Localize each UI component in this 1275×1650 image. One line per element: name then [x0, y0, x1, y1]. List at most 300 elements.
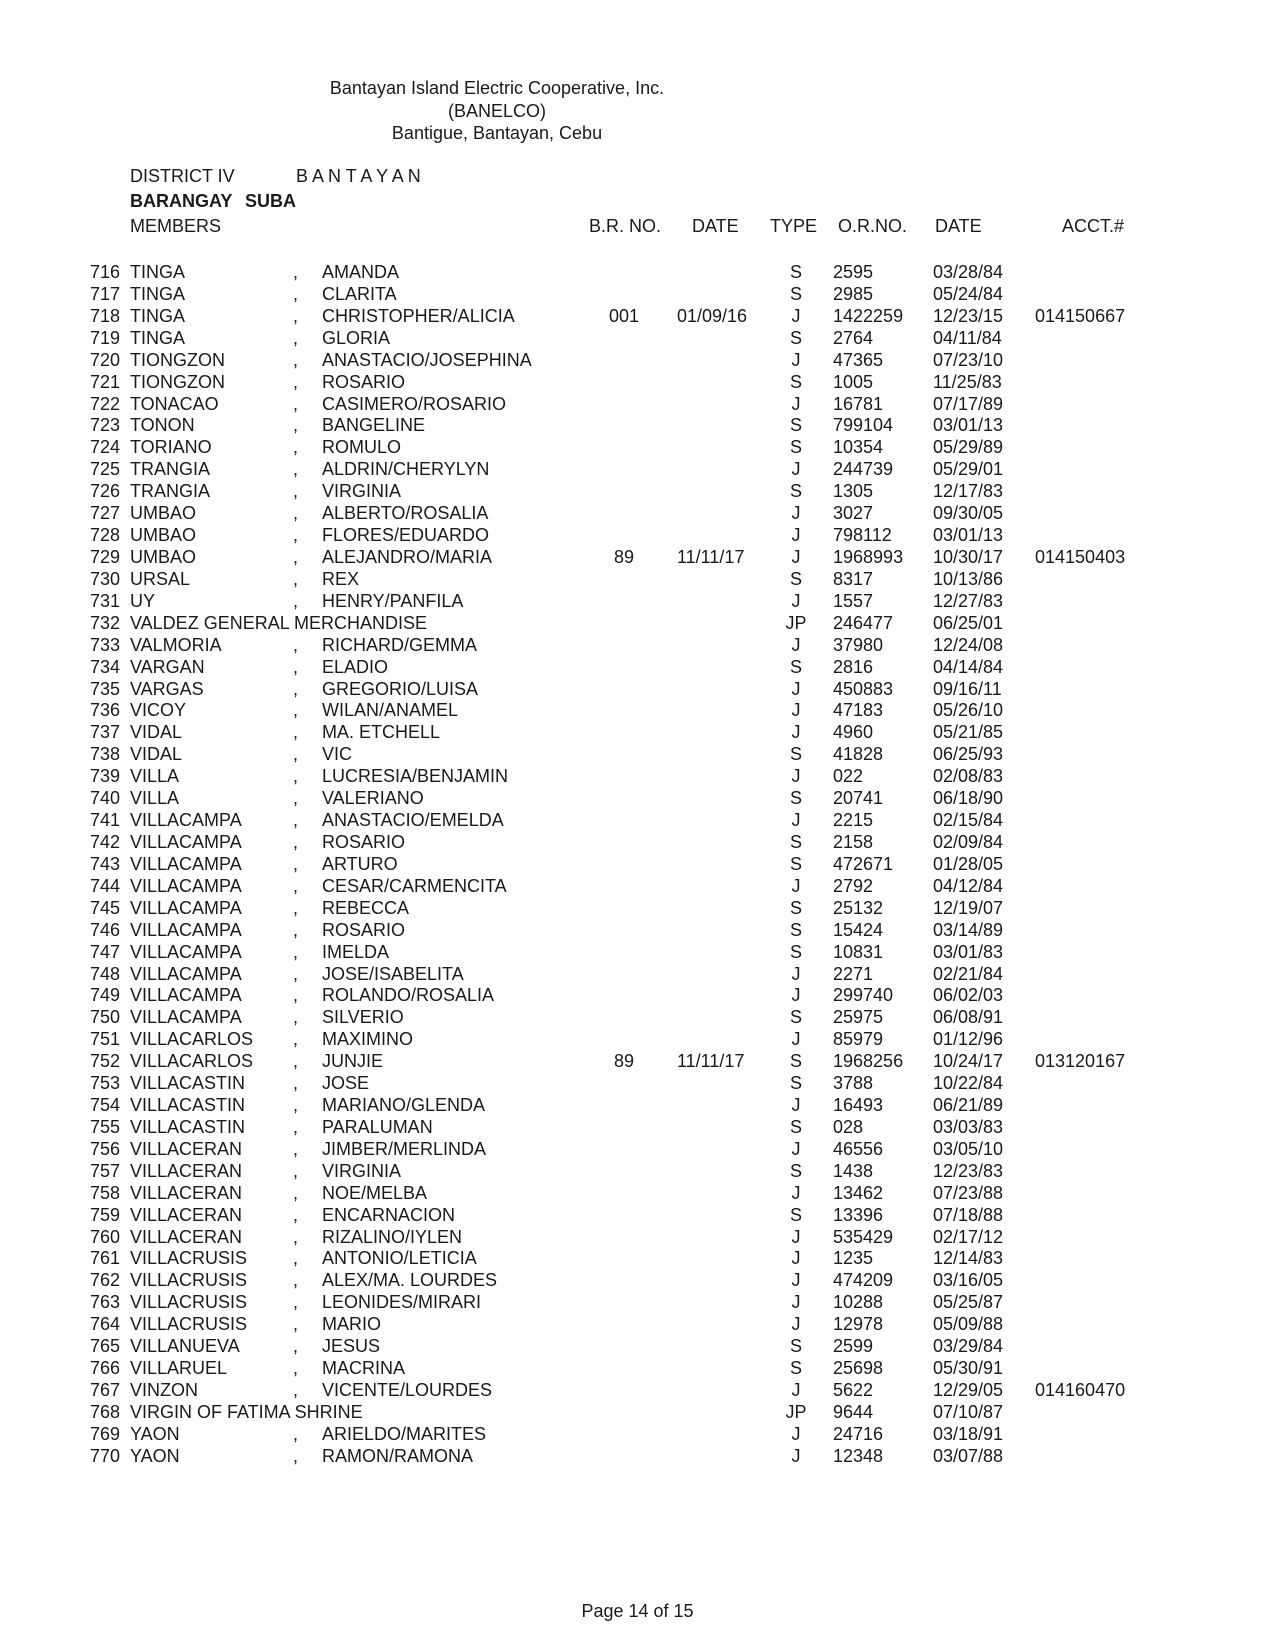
member-row	[0, 459, 1275, 481]
member-number: 724	[90, 437, 121, 458]
member-type: J	[791, 459, 801, 480]
member-given-name: VIRGINIA	[322, 481, 402, 502]
member-or-no: 24716	[833, 1423, 884, 1444]
member-type: S	[789, 831, 802, 852]
member-type: J	[791, 985, 801, 1006]
member-surname: TORIANO	[130, 437, 212, 458]
member-given-name: BANGELINE	[322, 415, 426, 436]
member-surname: TIONGZON	[130, 371, 225, 392]
member-number: 769	[90, 1423, 121, 1444]
member-surname: VILLACAMPA	[130, 941, 242, 962]
member-type: J	[791, 810, 801, 831]
member-number: 763	[90, 1292, 121, 1313]
member-number: 760	[90, 1226, 121, 1247]
name-separator: ,	[293, 1380, 299, 1401]
member-br-no	[586, 1073, 662, 1095]
member-surname: VILLACAMPA	[130, 1007, 242, 1028]
member-surname: VILLACRUSIS	[130, 1248, 248, 1269]
member-given-name: AMANDA	[322, 262, 400, 282]
member-row	[0, 1270, 1275, 1292]
member-row	[0, 942, 1275, 964]
member-surname: TINGA	[130, 305, 186, 326]
member-given-name: HENRY/PANFILA	[322, 590, 464, 611]
member-br-no	[586, 964, 662, 986]
member-or-no: 16781	[833, 393, 884, 414]
member-row	[0, 1227, 1275, 1249]
member-row	[0, 1314, 1275, 1336]
member-given-name: CASIMERO/ROSARIO	[322, 393, 507, 414]
member-type: J	[791, 634, 801, 655]
member-br-no	[586, 1402, 662, 1424]
member-br-no	[586, 328, 662, 350]
member-or-no: 2158	[833, 831, 874, 852]
member-type: J	[791, 1095, 801, 1116]
member-type: JP	[785, 612, 807, 633]
member-surname: UY	[130, 590, 156, 611]
member-surname: TRANGIA	[130, 481, 211, 502]
name-separator: ,	[293, 1029, 299, 1050]
member-number: 768	[90, 1401, 121, 1422]
member-number: 737	[90, 722, 121, 743]
member-or-no: 8317	[833, 568, 874, 589]
member-number: 749	[90, 985, 121, 1006]
name-separator: ,	[293, 1116, 299, 1137]
member-br-no	[586, 1292, 662, 1314]
member-surname: VILLACRUSIS	[130, 1314, 248, 1335]
member-acct-no: 014150403	[1035, 546, 1126, 567]
member-or-date: 02/17/12	[933, 1226, 1004, 1247]
member-acct-no: 014150667	[1035, 305, 1126, 326]
member-given-name: MARIO	[322, 1314, 382, 1335]
barangay-line	[0, 190, 1275, 212]
member-given-name: MARIANO/GLENDA	[322, 1095, 486, 1116]
member-or-date: 02/08/83	[933, 766, 1004, 787]
member-surname: VINZON	[130, 1380, 199, 1401]
member-given-name: ROSARIO	[322, 831, 406, 852]
member-or-date: 12/23/15	[933, 305, 1004, 326]
member-given-name: ROSARIO	[322, 371, 406, 392]
member-number: 718	[90, 305, 121, 326]
member-or-no: 1968256	[833, 1051, 904, 1072]
member-row	[0, 525, 1275, 547]
member-br-no	[586, 744, 662, 766]
member-row	[0, 481, 1275, 503]
member-number: 755	[90, 1116, 121, 1137]
member-br-no	[586, 437, 662, 459]
member-br-date: 11/11/17	[677, 1051, 745, 1072]
name-separator: ,	[293, 437, 299, 458]
member-surname: VIDAL	[130, 722, 183, 743]
member-row	[0, 657, 1275, 679]
member-row	[0, 1117, 1275, 1139]
name-separator: ,	[293, 634, 299, 655]
member-surname: TONACAO	[130, 393, 219, 414]
member-type: S	[789, 568, 802, 589]
member-or-no: 1968993	[833, 546, 904, 567]
member-given-name: LEONIDES/MIRARI	[322, 1292, 482, 1313]
member-or-date: 10/22/84	[933, 1073, 1004, 1094]
member-row	[0, 1380, 1275, 1402]
member-row	[0, 810, 1275, 832]
member-br-no	[586, 415, 662, 437]
member-number: 736	[90, 700, 121, 721]
member-surname: VILLA	[130, 788, 180, 809]
member-row	[0, 1402, 1275, 1424]
member-row	[0, 415, 1275, 437]
member-or-no: 25132	[833, 897, 884, 918]
member-br-no	[586, 700, 662, 722]
member-or-no: 12978	[833, 1314, 884, 1335]
member-acct-no: 014160470	[1035, 1380, 1126, 1401]
member-number: 735	[90, 678, 121, 699]
name-separator: ,	[293, 831, 299, 852]
member-or-date: 12/17/83	[933, 481, 1004, 502]
member-number: 770	[90, 1445, 121, 1466]
district-label: DISTRICT IV	[130, 166, 235, 186]
member-or-no: 3788	[833, 1073, 874, 1094]
member-type: J	[791, 700, 801, 721]
member-given-name: REX	[322, 568, 360, 589]
member-surname: VILLA	[130, 766, 180, 787]
member-type: S	[789, 371, 802, 392]
member-number: 742	[90, 831, 121, 852]
member-number: 744	[90, 875, 121, 896]
member-or-date: 06/18/90	[933, 788, 1004, 809]
member-or-date: 12/24/08	[933, 634, 1004, 655]
member-given-name: VALERIANO	[322, 788, 424, 809]
member-row	[0, 613, 1275, 635]
member-surname: VILLACAMPA	[130, 853, 242, 874]
member-or-no: 244739	[833, 459, 894, 480]
name-separator: ,	[293, 1358, 299, 1379]
member-or-no: 13462	[833, 1182, 884, 1203]
name-separator: ,	[293, 963, 299, 984]
member-given-name: JOSE	[322, 1073, 370, 1094]
member-or-no: 10354	[833, 437, 884, 458]
member-or-no: 12348	[833, 1445, 884, 1466]
member-or-no: 474209	[833, 1270, 894, 1291]
member-row	[0, 284, 1275, 306]
name-separator: ,	[293, 1248, 299, 1269]
member-or-date: 03/01/13	[933, 415, 1004, 436]
name-separator: ,	[293, 1445, 299, 1466]
member-or-date: 05/26/10	[933, 700, 1004, 721]
member-row	[0, 700, 1275, 722]
member-surname: VILLACRUSIS	[130, 1270, 248, 1291]
member-or-date: 12/27/83	[933, 590, 1004, 611]
member-or-date: 03/28/84	[933, 262, 1004, 282]
member-or-no: 028	[833, 1116, 864, 1137]
name-separator: ,	[293, 810, 299, 831]
member-row	[0, 920, 1275, 942]
member-or-date: 06/25/93	[933, 744, 1004, 765]
member-row	[0, 350, 1275, 372]
member-number: 753	[90, 1073, 121, 1094]
name-separator: ,	[293, 590, 299, 611]
member-type: J	[791, 393, 801, 414]
member-or-no: 2816	[833, 656, 874, 677]
name-separator: ,	[293, 656, 299, 677]
name-separator: ,	[293, 1051, 299, 1072]
member-or-no: 2985	[833, 283, 874, 304]
member-row	[0, 569, 1275, 591]
member-or-no: 10288	[833, 1292, 884, 1313]
member-or-date: 01/28/05	[933, 853, 1004, 874]
member-or-no: 1557	[833, 590, 874, 611]
member-surname: UMBAO	[130, 525, 197, 546]
member-or-no: 2599	[833, 1336, 874, 1357]
member-number: 716	[90, 262, 121, 282]
member-or-date: 06/25/01	[933, 612, 1004, 633]
member-given-name: NOE/MELBA	[322, 1182, 428, 1203]
member-br-no	[586, 1446, 662, 1468]
member-or-date: 04/11/84	[933, 327, 1002, 348]
member-given-name: ALEX/MA. LOURDES	[322, 1270, 498, 1291]
member-number: 745	[90, 897, 121, 918]
member-number: 740	[90, 788, 121, 809]
member-surname: UMBAO	[130, 546, 197, 567]
member-type: J	[791, 1445, 801, 1466]
member-or-no: 3027	[833, 503, 874, 524]
member-or-no: 799104	[833, 415, 894, 436]
member-surname: URSAL	[130, 568, 191, 589]
member-surname: TRANGIA	[130, 459, 211, 480]
district-line	[0, 165, 1275, 187]
member-number: 767	[90, 1380, 121, 1401]
member-type: S	[789, 283, 802, 304]
member-row	[0, 262, 1275, 284]
name-separator: ,	[293, 568, 299, 589]
member-type: S	[789, 1358, 802, 1379]
member-row	[0, 1029, 1275, 1051]
member-br-no	[586, 920, 662, 942]
barangay-label: BARANGAY	[130, 191, 233, 211]
member-row	[0, 898, 1275, 920]
member-or-date: 03/01/83	[933, 941, 1004, 962]
member-surname: VILLACERAN	[130, 1226, 243, 1247]
member-or-date: 05/29/89	[933, 437, 1004, 458]
member-row	[0, 1183, 1275, 1205]
member-row	[0, 1446, 1275, 1468]
name-separator: ,	[293, 985, 299, 1006]
member-row	[0, 1051, 1275, 1073]
member-type: J	[791, 1380, 801, 1401]
member-type: J	[791, 349, 801, 370]
member-br-no	[586, 262, 662, 284]
member-or-date: 03/01/13	[933, 525, 1004, 546]
member-given-name: GLORIA	[322, 327, 391, 348]
column-header-acct: ACCT.#	[1062, 216, 1125, 236]
member-given-name: ALDRIN/CHERYLYN	[322, 459, 490, 480]
page-number-label: Page 14 of 15	[581, 1601, 694, 1621]
member-type: S	[789, 327, 802, 348]
member-row	[0, 876, 1275, 898]
member-br-no	[586, 525, 662, 547]
member-number: 754	[90, 1095, 121, 1116]
name-separator: ,	[293, 919, 299, 940]
member-type: S	[789, 1116, 802, 1137]
member-given-name: MA. ETCHELL	[322, 722, 441, 743]
member-br-no	[586, 832, 662, 854]
member-or-no: 1305	[833, 481, 874, 502]
member-br-date: 11/11/17	[677, 546, 745, 567]
name-separator: ,	[293, 1138, 299, 1159]
name-separator: ,	[293, 744, 299, 765]
name-separator: ,	[293, 546, 299, 567]
member-br-no	[586, 613, 662, 635]
member-or-no: 472671	[833, 853, 894, 874]
member-row	[0, 679, 1275, 701]
name-separator: ,	[293, 853, 299, 874]
name-separator: ,	[293, 371, 299, 392]
member-given-name: CLARITA	[322, 283, 397, 304]
member-given-name: ANASTACIO/EMELDA	[322, 810, 504, 831]
member-surname: TINGA	[130, 327, 186, 348]
name-separator: ,	[293, 1007, 299, 1028]
member-type: S	[789, 1073, 802, 1094]
member-number: 722	[90, 393, 121, 414]
name-separator: ,	[293, 678, 299, 699]
member-br-no	[586, 1380, 662, 1402]
member-or-no: 022	[833, 766, 864, 787]
page-footer	[0, 1600, 1275, 1622]
member-surname: TINGA	[130, 262, 186, 282]
member-br-no	[586, 394, 662, 416]
member-row	[0, 1292, 1275, 1314]
member-type: S	[789, 481, 802, 502]
name-separator: ,	[293, 525, 299, 546]
member-type: J	[791, 678, 801, 699]
member-or-date: 04/12/84	[933, 875, 1004, 896]
member-type: S	[789, 919, 802, 940]
member-row	[0, 744, 1275, 766]
members-rows	[0, 262, 1275, 1468]
name-separator: ,	[293, 262, 299, 282]
member-number: 752	[90, 1051, 121, 1072]
member-given-name: ANTONIO/LETICIA	[322, 1248, 477, 1269]
member-number: 747	[90, 941, 121, 962]
member-given-name: ALEJANDRO/MARIA	[322, 546, 493, 567]
member-or-date: 06/21/89	[933, 1095, 1004, 1116]
member-br-no	[586, 657, 662, 679]
member-type: JP	[785, 1401, 807, 1422]
member-type: S	[789, 1336, 802, 1357]
member-br-no	[586, 1007, 662, 1029]
member-type: J	[791, 525, 801, 546]
name-separator: ,	[293, 1270, 299, 1291]
member-given-name: PARALUMAN	[322, 1116, 433, 1137]
district-name: B A N T A Y A N	[296, 166, 421, 186]
member-or-date: 03/03/83	[933, 1116, 1004, 1137]
member-given-name: ARTURO	[322, 853, 398, 874]
member-row	[0, 394, 1275, 416]
member-given-name: ALBERTO/ROSALIA	[322, 503, 489, 524]
member-or-no: 13396	[833, 1204, 884, 1225]
member-row	[0, 1424, 1275, 1446]
name-separator: ,	[293, 1182, 299, 1203]
member-or-date: 12/29/05	[933, 1380, 1004, 1401]
member-br-no	[586, 1248, 662, 1270]
member-or-date: 10/13/86	[933, 568, 1004, 589]
member-given-name: JIMBER/MERLINDA	[322, 1138, 487, 1159]
member-or-date: 12/14/83	[933, 1248, 1004, 1269]
member-number: 726	[90, 481, 121, 502]
member-surname: VARGAS	[130, 678, 204, 699]
member-type: S	[789, 744, 802, 765]
member-given-name: LUCRESIA/BENJAMIN	[322, 766, 509, 787]
member-or-date: 04/14/84	[933, 656, 1004, 677]
member-given-name: JESUS	[322, 1336, 381, 1357]
member-row	[0, 635, 1275, 657]
name-separator: ,	[293, 1160, 299, 1181]
member-or-no: 2792	[833, 875, 874, 896]
member-given-name: ARIELDO/MARITES	[322, 1423, 487, 1444]
member-br-no	[586, 1358, 662, 1380]
name-separator: ,	[293, 503, 299, 524]
member-type: J	[791, 875, 801, 896]
member-number: 758	[90, 1182, 121, 1203]
member-br-no	[586, 503, 662, 525]
member-or-date: 02/15/84	[933, 810, 1004, 831]
name-separator: ,	[293, 722, 299, 743]
member-type: J	[791, 1248, 801, 1269]
member-or-date: 07/23/88	[933, 1182, 1004, 1203]
member-or-date: 09/30/05	[933, 503, 1004, 524]
name-separator: ,	[293, 393, 299, 414]
member-given-name: CESAR/CARMENCITA	[322, 875, 507, 896]
member-br-no	[586, 1161, 662, 1183]
member-or-date: 07/23/10	[933, 349, 1004, 370]
column-header-br-date: DATE	[692, 216, 739, 236]
name-separator: ,	[293, 415, 299, 436]
member-or-date: 10/24/17	[933, 1051, 1004, 1072]
member-or-date: 05/25/87	[933, 1292, 1004, 1313]
member-br-no	[586, 1117, 662, 1139]
member-number: 764	[90, 1314, 121, 1335]
barangay-name: SUBA	[245, 191, 297, 211]
member-type: J	[791, 1226, 801, 1247]
member-number: 727	[90, 503, 121, 524]
member-row	[0, 766, 1275, 788]
member-surname: VILLACERAN	[130, 1204, 243, 1225]
member-or-no: 1438	[833, 1160, 874, 1181]
member-or-date: 03/18/91	[933, 1423, 1004, 1444]
column-header-members: MEMBERS	[130, 216, 222, 236]
member-given-name: ANASTACIO/JOSEPHINA	[322, 349, 532, 370]
name-separator: ,	[293, 1095, 299, 1116]
member-or-no: 15424	[833, 919, 884, 940]
member-type: J	[791, 766, 801, 787]
member-surname: VIRGIN OF FATIMA SHRINE	[130, 1401, 363, 1422]
member-surname: VILLACERAN	[130, 1160, 243, 1181]
member-br-no	[586, 1139, 662, 1161]
member-or-no: 299740	[833, 985, 894, 1006]
member-or-no: 5622	[833, 1380, 874, 1401]
member-surname: VICOY	[130, 700, 187, 721]
member-number: 725	[90, 459, 121, 480]
member-given-name: SILVERIO	[322, 1007, 404, 1028]
member-given-name: IMELDA	[322, 941, 390, 962]
member-or-no: 25975	[833, 1007, 884, 1028]
name-separator: ,	[293, 283, 299, 304]
member-surname: VILLACARLOS	[130, 1029, 254, 1050]
member-or-date: 06/08/91	[933, 1007, 1004, 1028]
member-surname: UMBAO	[130, 503, 197, 524]
member-number: 729	[90, 546, 121, 567]
member-given-name: GREGORIO/LUISA	[322, 678, 479, 699]
member-or-date: 07/18/88	[933, 1204, 1004, 1225]
member-br-no	[586, 898, 662, 920]
